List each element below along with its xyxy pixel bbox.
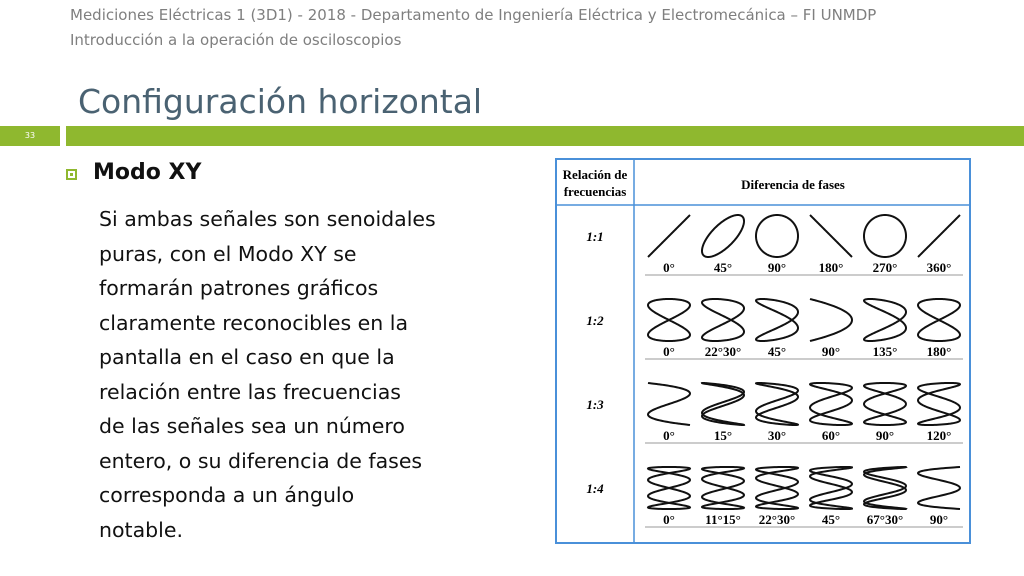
phase-label: 90° xyxy=(875,428,895,443)
phase-label: 0° xyxy=(663,512,675,527)
phase-label: 360° xyxy=(926,260,952,275)
slide-title: Configuración horizontal xyxy=(78,82,483,121)
col-header-phase: Diferencia de fases xyxy=(741,177,845,192)
accent-bar xyxy=(66,126,1024,146)
header-topic-line: Introducción a la operación de osciloscopios xyxy=(70,31,402,49)
phase-label: 0° xyxy=(663,260,675,275)
ratio-label: 1:3 xyxy=(586,397,604,412)
paragraph-line: entero, o su diferencia de fases xyxy=(99,448,423,473)
paragraph-line: pantalla en el caso en que la xyxy=(99,345,395,369)
phase-label: 45° xyxy=(821,512,841,527)
phase-label: 90° xyxy=(767,260,787,275)
phase-label: 22°30° xyxy=(758,512,796,527)
lissajous-figure-table xyxy=(555,158,971,544)
phase-label: 0° xyxy=(663,344,675,359)
phase-label: 180° xyxy=(818,260,844,275)
phase-label: 15° xyxy=(713,428,733,443)
phase-label: 0° xyxy=(663,428,675,443)
paragraph-line: notable. xyxy=(99,517,183,542)
bullet-heading: Modo XY xyxy=(93,160,202,185)
phase-label: 90° xyxy=(821,344,841,359)
phase-label: 11°15° xyxy=(705,512,741,527)
table-border xyxy=(556,159,970,543)
paragraph-line: corresponda a un ángulo xyxy=(99,483,355,507)
phase-label: 60° xyxy=(821,428,841,443)
phase-label: 270° xyxy=(872,260,898,275)
ratio-label: 1:2 xyxy=(586,313,604,328)
phase-label: 22°30° xyxy=(704,344,742,359)
title-rule xyxy=(0,126,1024,146)
phase-label: 120° xyxy=(926,428,952,443)
ratio-label: 1:4 xyxy=(586,481,604,496)
slide-number: 33 xyxy=(0,126,60,146)
ratio-label: 1:1 xyxy=(586,229,604,244)
phase-label: 45° xyxy=(767,344,787,359)
phase-label: 90° xyxy=(929,512,949,527)
paragraph-line: de las señales sea un número xyxy=(99,414,405,438)
col-header-ratio-line1: Relación de xyxy=(562,167,628,182)
body-paragraph xyxy=(99,202,479,547)
phase-label: 45° xyxy=(713,260,733,275)
lissajous-svg xyxy=(555,158,971,544)
paragraph-line: Si ambas señales son senoidales xyxy=(99,207,436,231)
header-course-line: Mediciones Eléctricas 1 (3D1) - 2018 - Departamento de Ingeniería Eléctrica y Electromecánica – FI UNMDP xyxy=(70,6,877,24)
paragraph-line: puras, con el Modo XY se xyxy=(99,241,357,266)
phase-label: 30° xyxy=(767,428,787,443)
paragraph-line: formarán patrones gráficos xyxy=(99,276,379,300)
phase-label: 180° xyxy=(926,344,952,359)
paragraph-line: claramente reconocibles en la xyxy=(99,310,409,335)
phase-label: 67°30° xyxy=(866,512,904,527)
paragraph-line: relación entre las frecuencias xyxy=(99,379,401,404)
phase-label: 135° xyxy=(872,344,898,359)
col-header-ratio-line2: frecuencias xyxy=(563,184,627,199)
bullet-square-icon xyxy=(66,169,77,180)
